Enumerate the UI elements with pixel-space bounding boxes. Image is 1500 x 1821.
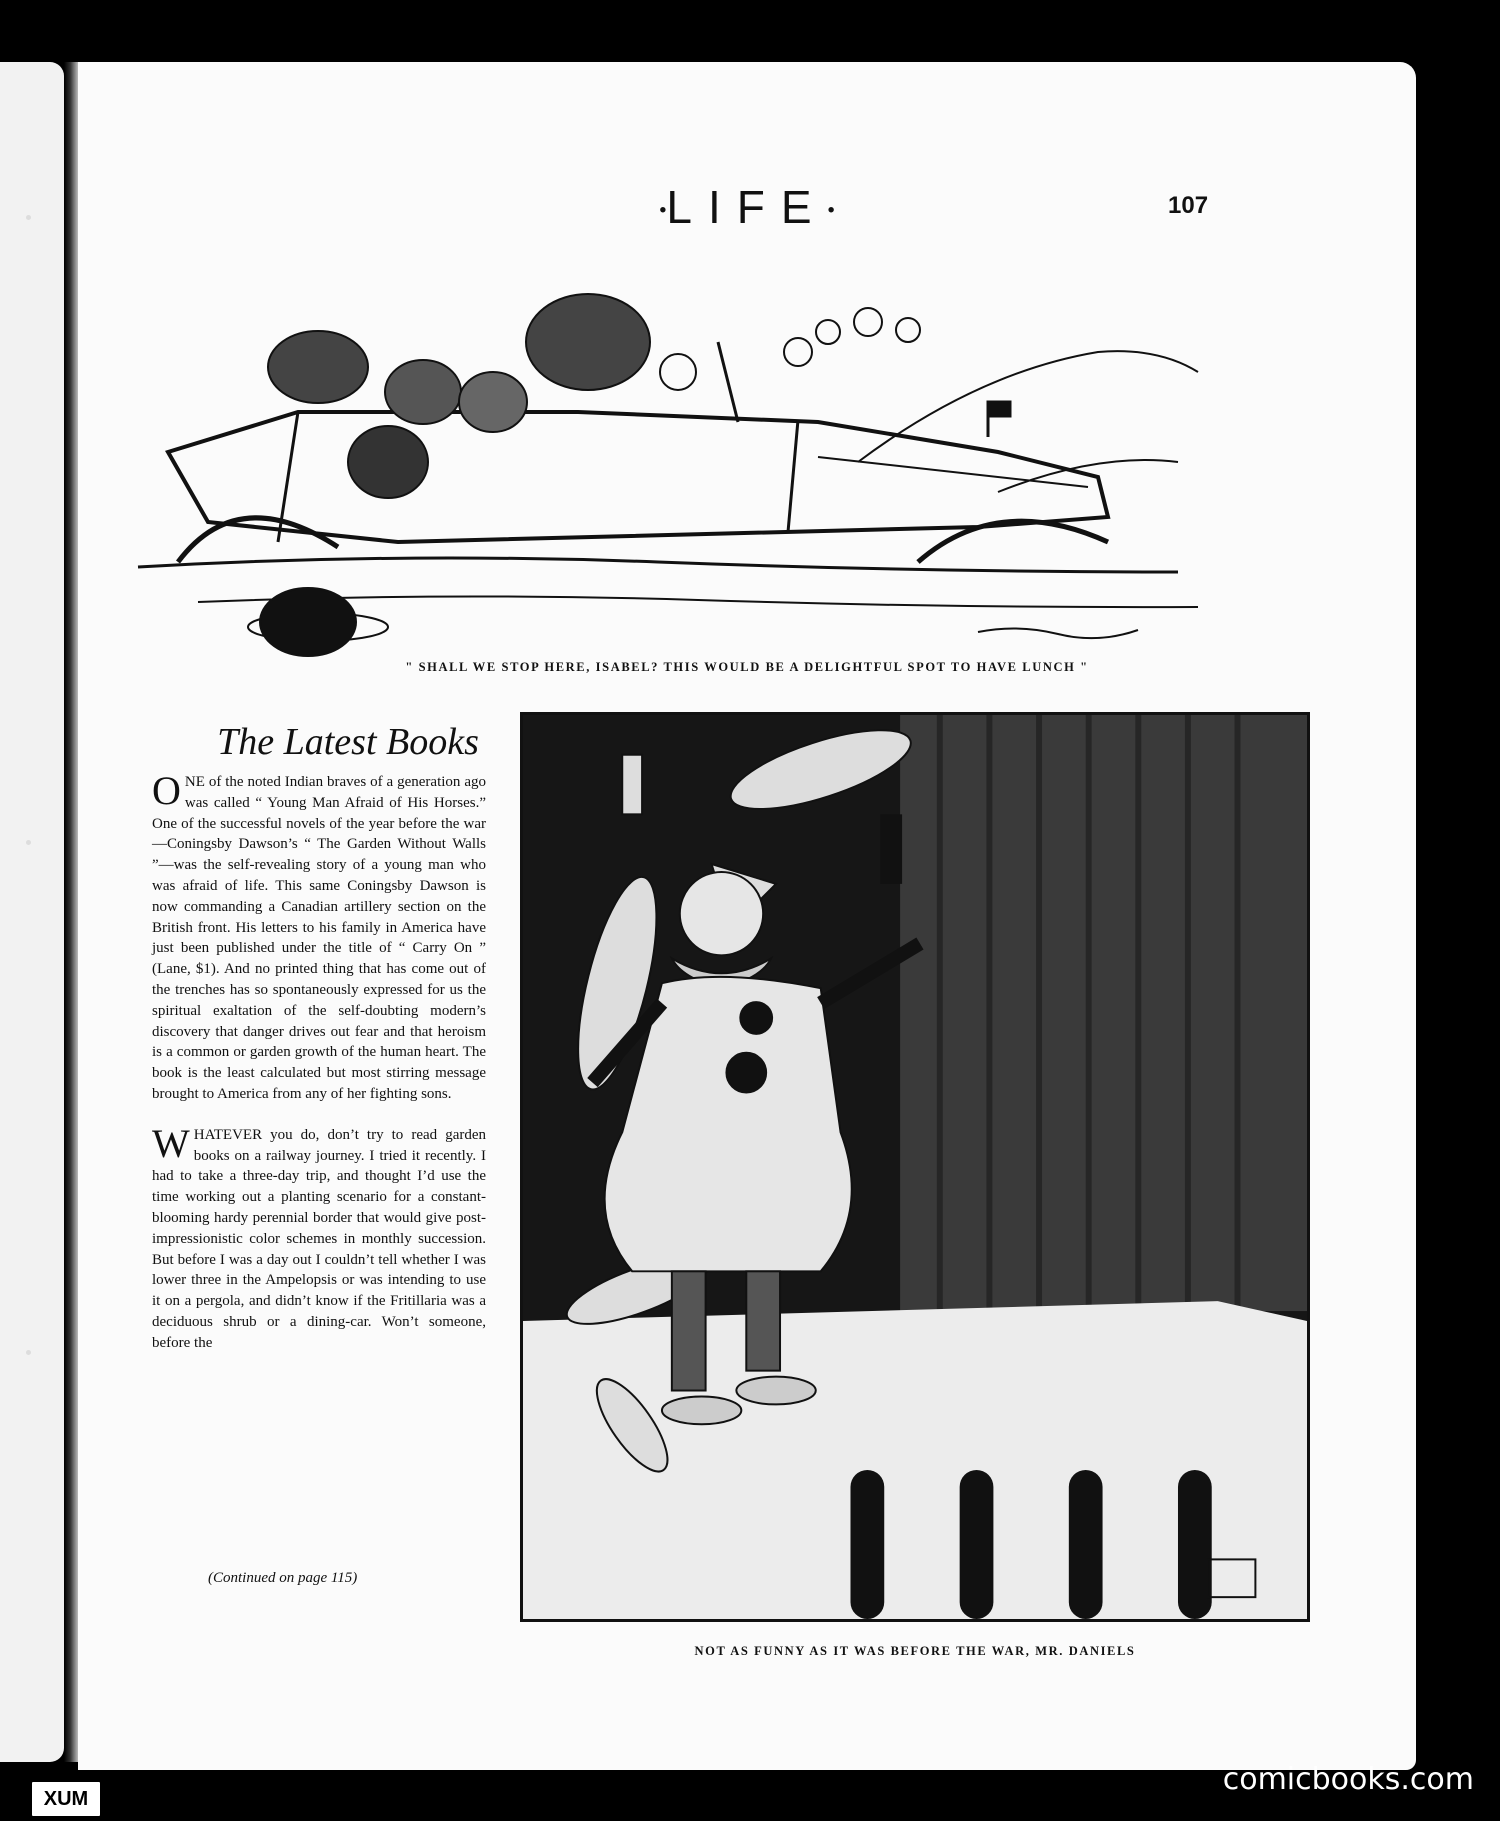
left-page-edge — [0, 62, 64, 1762]
masthead-bullet: • — [659, 199, 667, 222]
masthead-title: LIFE — [666, 181, 828, 233]
magazine-page — [78, 62, 1416, 1770]
masthead — [78, 180, 1416, 234]
speck — [26, 840, 31, 845]
paragraph-text: HATEVER you do, don’t try to read garden books on a railway journey. I tried it recently. I had to take a three-day trip, and thought I’d use the time working out a planting scenario for a constant-blooming hardy perennial border that would give post-impressionistic color schemes in monthly succession. But before I was a day out I couldn’t tell whether I was lower three in the Ampelopsis or was intending to use it on a pergola, and didn’t know if the Fritillaria was a deciduous shrub or a dining-car. Won’t someone, before the — [152, 1126, 486, 1351]
clown-cartoon-caption: NOT AS FUNNY AS IT WAS BEFORE THE WAR, MR. DANIELS — [694, 1644, 1136, 1658]
book-spine — [64, 62, 78, 1762]
paragraph-text: NE of the noted Indian braves of a generation ago was called “ Young Man Afraid of His Horses.” One of the successful novels of the year before the war—Coningsby Dawson’s “ The Garden Without Walls ”—was the self-revealing story of a young man who was afraid of life. This same Coningsby Dawson is now commanding a Canadian artillery section on the British front. His letters to his family in America have just been published under the title of “ Carry On ” (Lane, $1). And no printed thing that has come out of the trenches has so spontaneously expressed for us the spiritual exaltation of the self-doubting modern’s discovery that danger drives out fear and that heroism is a common or garden growth of the human heart. The book is the least calculated but most stirring message brought to America from any of her fighting sons. — [152, 774, 486, 1102]
article-title: The Latest Books — [217, 721, 479, 763]
article-body — [152, 768, 486, 1374]
site-watermark: comicbooks.com — [1222, 1762, 1474, 1797]
article-paragraph — [152, 768, 486, 1105]
page-number: 107 — [1168, 192, 1209, 219]
clown-cartoon-illustration — [520, 712, 1310, 1622]
drop-cap: O — [152, 768, 181, 813]
scan-badge: XUM — [30, 1780, 102, 1818]
speck — [26, 215, 31, 220]
top-cartoon-caption: " SHALL WE STOP HERE, ISABEL? THIS WOULD BE A DELIGHTFUL SPOT TO HAVE LUNCH " — [405, 660, 1089, 674]
article-paragraph — [152, 1120, 486, 1354]
continued-note: (Continued on page 115) — [208, 1570, 358, 1586]
masthead-bullet: • — [827, 199, 835, 222]
drop-cap: W — [152, 1120, 190, 1166]
top-cartoon-illustration — [98, 262, 1258, 662]
speck — [26, 1350, 31, 1355]
